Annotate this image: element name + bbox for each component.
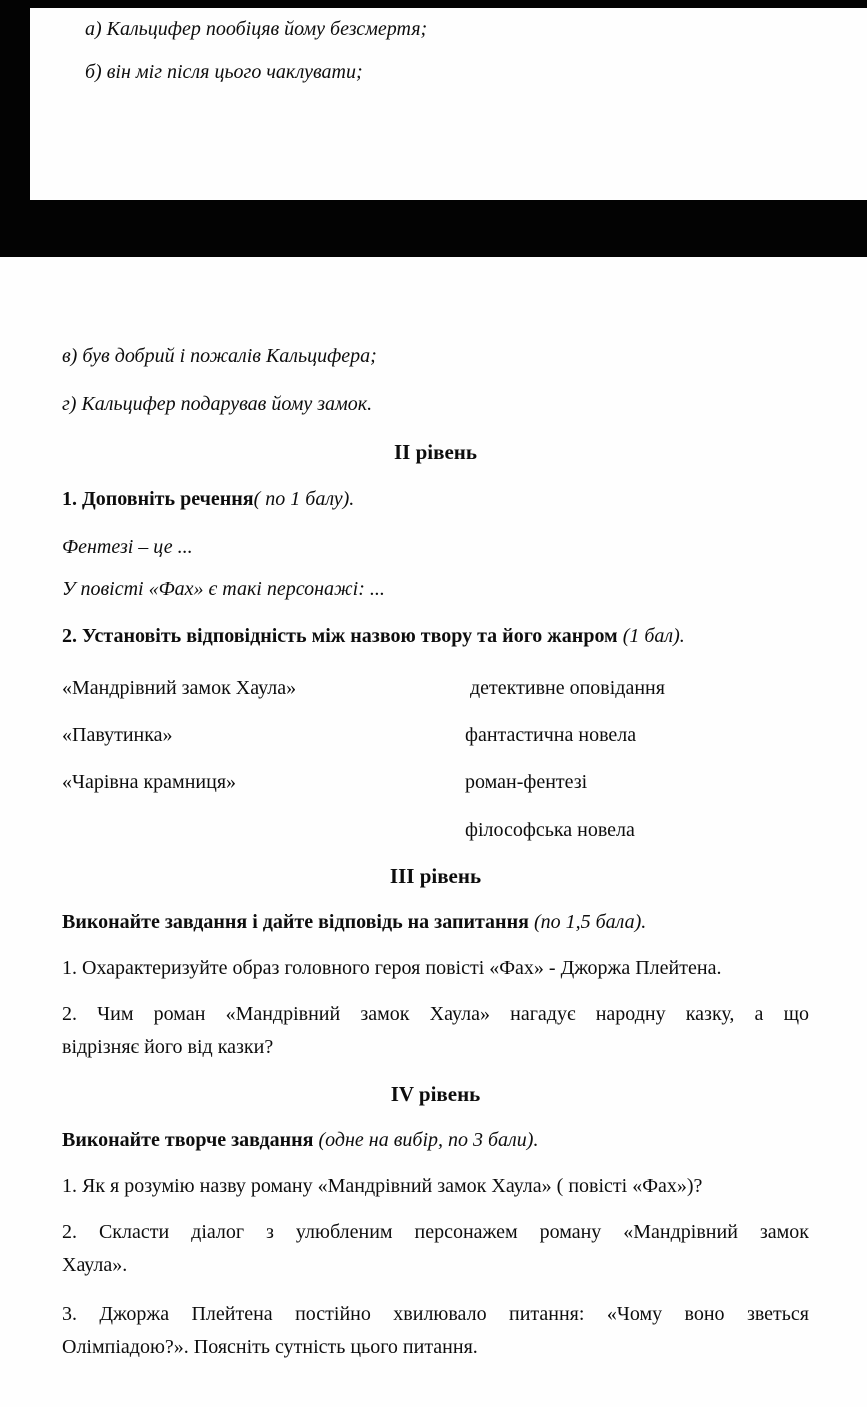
- level4-task2-line1: 2. Скласти діалог з улюбленим персонажем роману «Мандрівний замок: [62, 1221, 809, 1243]
- answer-option-v: в) був добрий і пожалів Кальцифера;: [62, 345, 377, 367]
- level4-intro-label: Виконайте творче завдання: [62, 1129, 319, 1151]
- level4-task2: [62, 1217, 809, 1280]
- matching-row-3: [62, 767, 809, 797]
- fill-line-characters: У повісті «Фах» є такі персонажі: ...: [62, 578, 385, 600]
- level4-task3-line2: Олімпіадою?». Поясніть сутність цього питання.: [62, 1336, 478, 1358]
- level4-intro-points: (одне на вибір, по 3 бали).: [318, 1129, 539, 1151]
- matching-genre-1: детективне оповідання: [465, 677, 665, 699]
- matching-genre-2: фантастична новела: [465, 724, 637, 746]
- level2-task1-label: 1. Доповніть речення: [62, 488, 254, 510]
- matching-row-1: [62, 673, 809, 703]
- level3-heading: ІІІ рівень: [389, 864, 482, 888]
- page-break-bar: [0, 200, 867, 257]
- level3-task1: 1. Охарактеризуйте образ головного героя повісті «Фах» - Джоржа Плейтена.: [62, 957, 722, 979]
- matching-row-2: [62, 720, 809, 750]
- level2-task1-points: ( по 1 балу).: [253, 488, 355, 510]
- level2-task2-label: 2. Установіть відповідність між назвою твору та його жанром: [62, 625, 623, 647]
- matching-title-3: «Чарівна крамниця»: [62, 771, 237, 793]
- matching-title-1: «Мандрівний замок Хаула»: [62, 677, 297, 699]
- page-top-edge-bar: [0, 0, 867, 8]
- answer-option-a: а) Кальцифер пообіцяв йому безсмертя;: [85, 18, 428, 40]
- matching-genre-4: філософська новела: [465, 819, 635, 841]
- level2-task1: [62, 484, 809, 514]
- level4-heading: IV рівень: [390, 1082, 481, 1106]
- level4-task1: 1. Як я розумію назву роману «Мандрівний замок Хаула» ( повісті «Фах»)?: [62, 1175, 703, 1197]
- level3-task2: [62, 999, 809, 1062]
- level4-task2-line2: Хаула».: [62, 1254, 128, 1276]
- level3-task2-line1: 2. Чим роман «Мандрівний замок Хаула» нагадує народну казку, а що: [62, 1003, 809, 1025]
- level3-task2-line2: відрізняє його від казки?: [62, 1036, 274, 1058]
- matching-genre-3: роман-фентезі: [465, 771, 588, 793]
- matching-row-4: [62, 815, 809, 845]
- level3-intro: [62, 907, 809, 937]
- level4-task3: [62, 1299, 809, 1362]
- answer-option-g: г) Кальцифер подарував йому замок.: [62, 393, 373, 415]
- level4-intro: [62, 1125, 809, 1155]
- level2-task2: [62, 621, 809, 651]
- level4-task3-line1: 3. Джоржа Плейтена постійно хвилювало питання: «Чому воно зветься: [62, 1303, 809, 1325]
- answer-option-b: б) він міг після цього чаклувати;: [85, 61, 363, 83]
- level2-task2-points: (1 бал).: [622, 625, 685, 647]
- fill-line-fantasy: Фентезі – це ...: [62, 536, 193, 558]
- level3-intro-label: Виконайте завдання і дайте відповідь на запитання: [62, 911, 534, 933]
- matching-title-2: «Павутинка»: [62, 724, 173, 746]
- level3-intro-points: (по 1,5 бала).: [533, 911, 647, 933]
- level2-heading: ІІ рівень: [394, 440, 477, 464]
